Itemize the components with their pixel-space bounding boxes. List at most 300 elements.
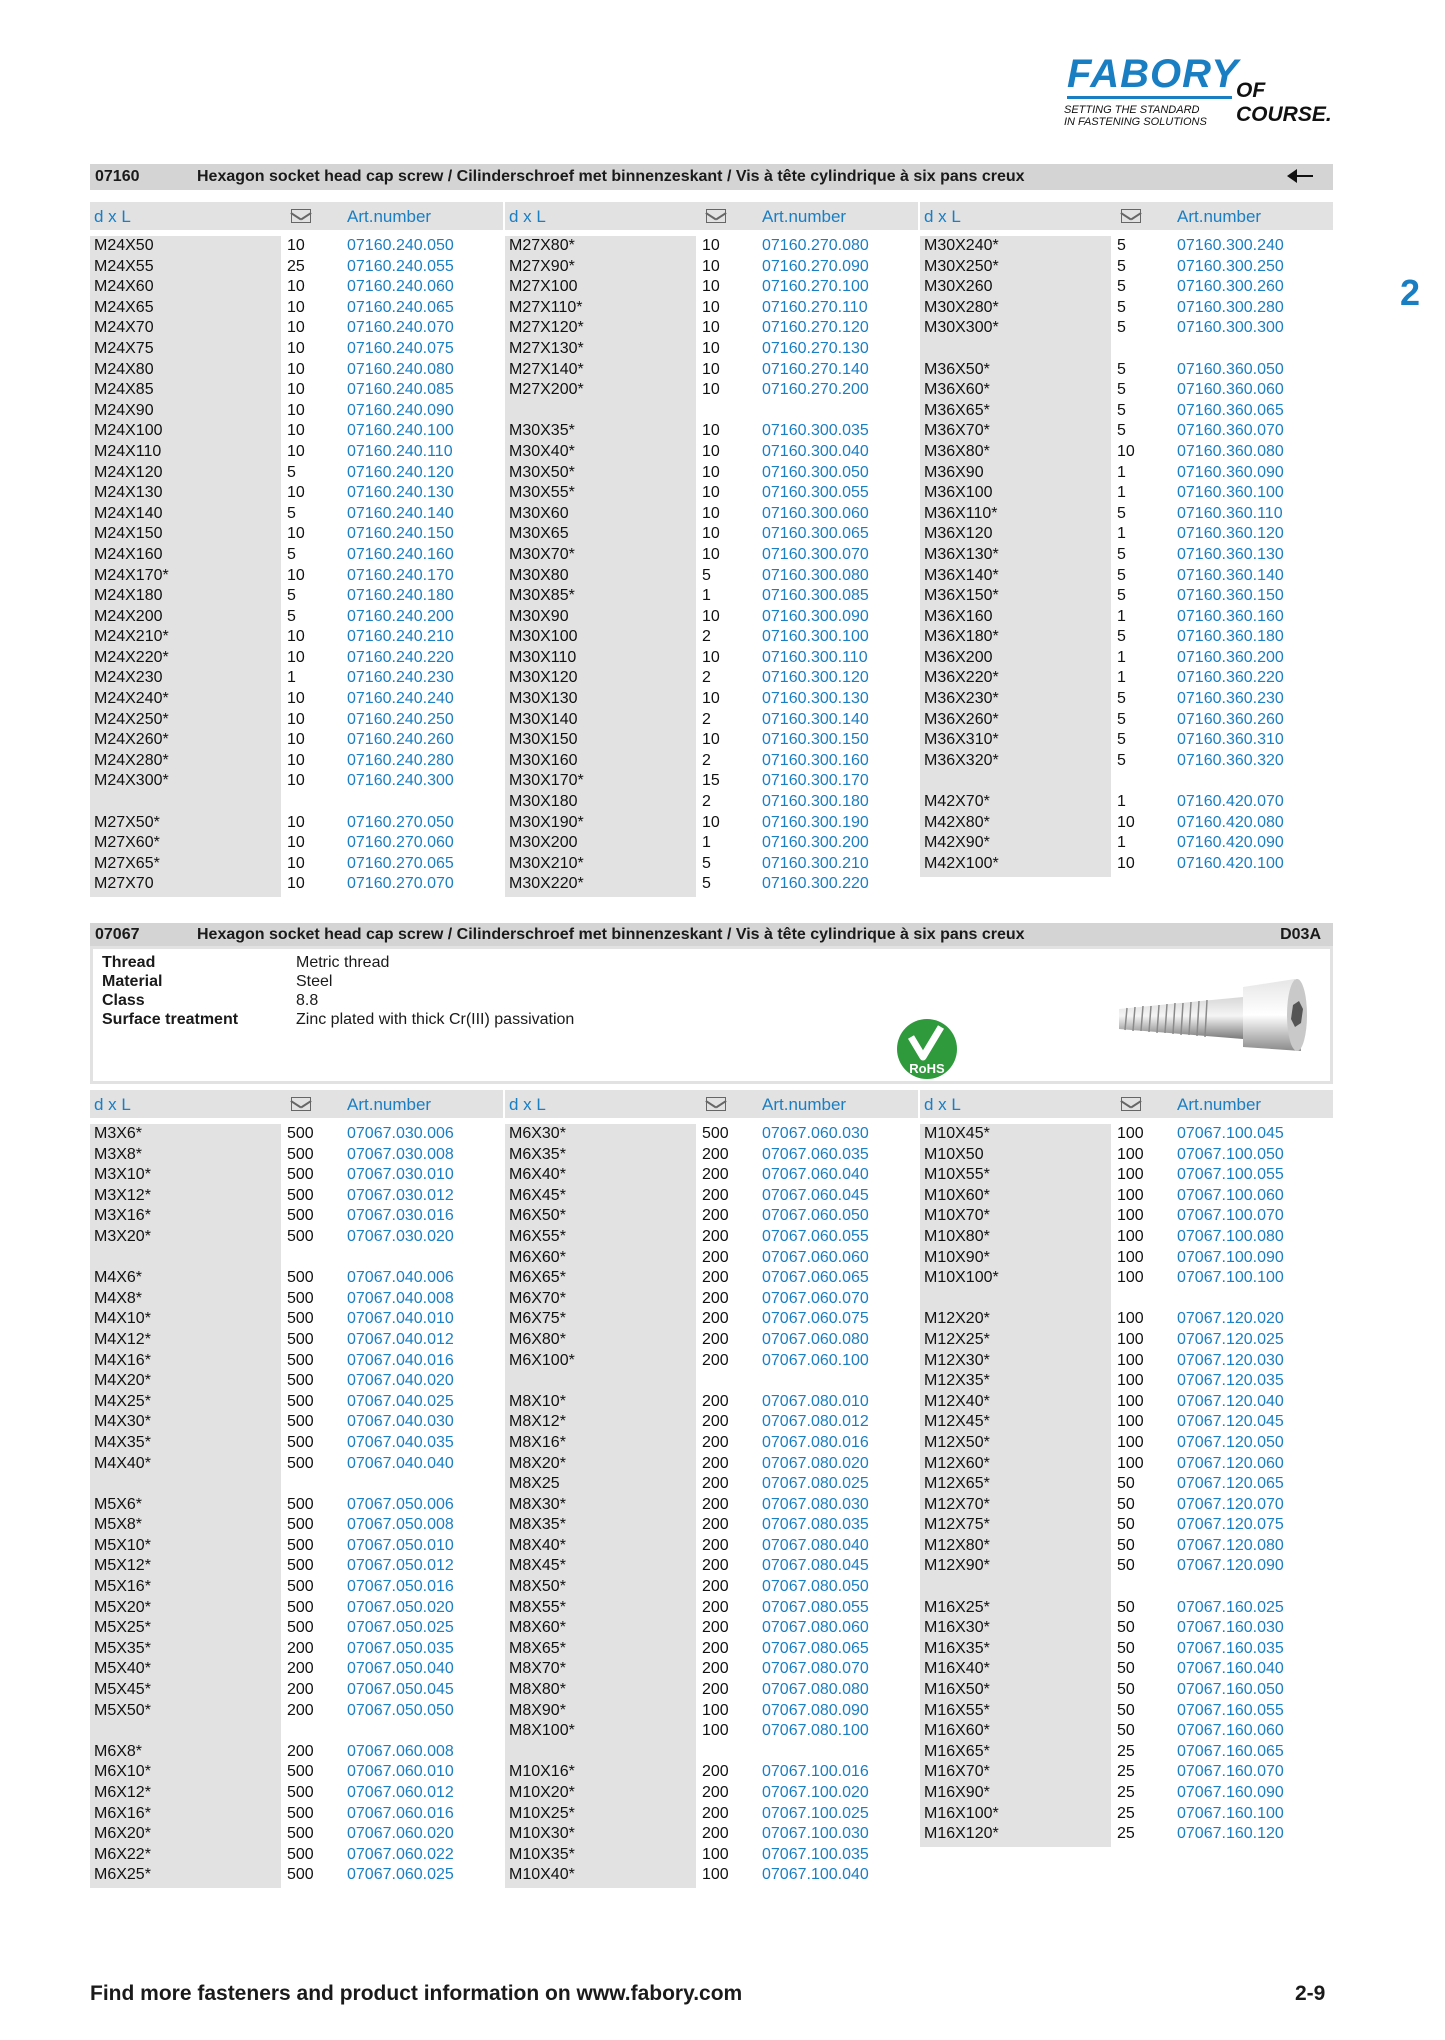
section-header-07067 [90, 923, 1333, 946]
pack-qty-cell: 5 [1117, 690, 1126, 708]
table-row [505, 1762, 918, 1783]
art-number-link[interactable]: 07160.240.090 [347, 401, 454, 419]
size-cell: M24X300* [94, 772, 169, 790]
pack-qty-cell: 200 [287, 1701, 314, 1719]
art-number-link[interactable]: 07067.030.008 [347, 1145, 454, 1163]
table-row [90, 730, 503, 751]
pack-qty-cell: 50 [1117, 1619, 1135, 1637]
art-number-link[interactable]: 07067.060.045 [762, 1186, 869, 1204]
table-row [90, 1701, 503, 1722]
art-number-link[interactable]: 07067.030.020 [347, 1227, 454, 1245]
pack-qty-cell: 1 [702, 587, 711, 605]
envelope-icon [706, 1097, 726, 1111]
art-number-link[interactable]: 07067.120.060 [1177, 1454, 1284, 1472]
art-number-link[interactable]: 07067.100.080 [1177, 1227, 1284, 1245]
size-cell: M5X35* [94, 1639, 151, 1657]
art-number-link[interactable]: 07160.270.050 [347, 813, 454, 831]
art-number-link[interactable]: 07160.240.110 [347, 442, 453, 460]
logo-brand: FABORY [1067, 52, 1239, 96]
art-number-link[interactable]: 07067.060.020 [347, 1825, 454, 1843]
art-number-link[interactable]: 07160.240.070 [347, 319, 454, 337]
size-cell: M36X260* [924, 710, 999, 728]
pack-qty-cell: 10 [287, 484, 305, 502]
art-number-link[interactable]: 07160.240.300 [347, 772, 454, 790]
size-cell: M6X20* [94, 1825, 151, 1843]
art-number-link[interactable]: 07160.420.080 [1177, 813, 1284, 831]
pack-qty-cell: 10 [702, 690, 720, 708]
art-number-link[interactable]: 07160.300.085 [762, 587, 869, 605]
art-number-link[interactable]: 07067.040.035 [347, 1433, 454, 1451]
art-number-link[interactable]: 07067.120.040 [1177, 1392, 1284, 1410]
art-number-link[interactable]: 07160.300.220 [762, 875, 869, 893]
art-number-link[interactable]: 07067.120.065 [1177, 1475, 1284, 1493]
art-number-link[interactable]: 07160.240.150 [347, 525, 454, 543]
size-cell: M10X40* [509, 1866, 575, 1884]
art-number-link[interactable]: 07160.240.050 [347, 237, 454, 254]
pack-qty-cell: 200 [287, 1681, 314, 1699]
art-number-link[interactable]: 07067.060.010 [347, 1763, 454, 1781]
section-code: 07067 [95, 926, 140, 943]
art-number-link[interactable]: 07067.120.030 [1177, 1351, 1284, 1369]
art-number-link[interactable]: 07067.160.090 [1177, 1784, 1284, 1801]
spec-value-thread: Metric thread [296, 954, 390, 971]
art-number-link[interactable]: 07160.300.055 [762, 484, 869, 502]
art-number-link[interactable]: 07160.270.100 [762, 278, 869, 296]
art-number-link[interactable]: 07067.080.030 [762, 1495, 869, 1513]
art-number-link[interactable]: 07067.080.050 [762, 1578, 869, 1596]
art-number-link[interactable]: 07160.300.240 [1177, 237, 1284, 254]
art-number-link[interactable]: 07160.240.170 [347, 566, 454, 584]
table-row [90, 1206, 503, 1227]
art-number-link[interactable]: 07067.050.008 [347, 1516, 454, 1534]
art-number-link[interactable]: 07160.300.065 [762, 525, 869, 543]
spec-label-surface: Surface treatment [102, 1011, 239, 1028]
pack-qty-cell: 10 [287, 566, 305, 584]
section-header-07160 [90, 164, 1333, 190]
art-number-link[interactable]: 07067.060.060 [762, 1248, 869, 1266]
art-number-link[interactable]: 07160.300.060 [762, 504, 869, 522]
art-number-link[interactable]: 07067.050.010 [347, 1536, 454, 1554]
art-number-link[interactable]: 07160.360.120 [1177, 525, 1284, 543]
size-cell: M30X100 [509, 628, 578, 646]
footer-text: Find more fasteners and product information on www.fabory.com [90, 1982, 743, 2005]
art-number-link[interactable]: 07067.080.012 [762, 1413, 869, 1431]
art-number-link[interactable]: 07160.270.120 [762, 319, 869, 337]
art-number-link[interactable]: 07067.080.016 [762, 1433, 869, 1451]
art-number-link[interactable]: 07067.100.035 [762, 1845, 869, 1863]
art-number-link[interactable]: 07160.240.220 [347, 648, 454, 666]
table-row [505, 730, 918, 751]
size-cell: M6X22* [94, 1845, 151, 1863]
table-row [90, 1845, 503, 1866]
size-cell: M8X90* [509, 1701, 566, 1719]
art-number-link[interactable]: 07067.050.040 [347, 1660, 454, 1678]
size-cell: M16X35* [924, 1639, 990, 1657]
art-number-link[interactable]: 07067.080.080 [762, 1681, 869, 1699]
pack-qty-cell: 10 [702, 504, 720, 522]
art-number-link[interactable]: 07067.100.060 [1177, 1186, 1284, 1204]
pack-qty-cell: 5 [1117, 381, 1126, 399]
art-number-link[interactable]: 07067.060.030 [762, 1125, 869, 1142]
pack-qty-cell: 5 [1117, 422, 1126, 440]
art-number-link[interactable]: 07067.030.010 [347, 1166, 454, 1184]
table-row [90, 1330, 503, 1351]
art-number-link[interactable]: 07160.300.140 [762, 710, 869, 728]
art-number-link[interactable]: 07160.360.090 [1177, 463, 1284, 481]
art-number-link[interactable]: 07067.030.016 [347, 1207, 454, 1225]
art-number-link[interactable]: 07067.050.050 [347, 1701, 454, 1719]
art-number-link[interactable]: 07160.360.100 [1177, 484, 1284, 502]
art-number-link[interactable]: 07160.360.110 [1177, 504, 1283, 522]
size-cell: M5X25* [94, 1619, 151, 1637]
size-cell: M8X20* [509, 1454, 566, 1472]
pack-qty-cell: 500 [287, 1289, 314, 1307]
art-number-link[interactable]: 07160.270.140 [762, 360, 869, 378]
art-number-link[interactable]: 07160.240.055 [347, 257, 454, 275]
art-number-link[interactable]: 07160.360.150 [1177, 587, 1284, 605]
art-number-link[interactable]: 07067.040.016 [347, 1351, 454, 1369]
pack-qty-cell: 10 [1117, 442, 1135, 460]
art-number-link[interactable]: 07160.240.250 [347, 710, 454, 728]
art-number-link[interactable]: 07067.080.020 [762, 1454, 869, 1472]
pack-qty-cell: 50 [1117, 1516, 1135, 1534]
art-number-link[interactable]: 07067.060.040 [762, 1166, 869, 1184]
art-number-link[interactable]: 07067.050.016 [347, 1578, 454, 1596]
arrow-left-icon[interactable] [1289, 175, 1313, 177]
size-cell: M30X300* [924, 319, 999, 337]
art-number-link[interactable]: 07160.300.080 [762, 566, 869, 584]
table-row [505, 1454, 918, 1475]
art-number-link[interactable]: 07160.420.090 [1177, 834, 1284, 852]
header-art-number: Art.number [1177, 207, 1262, 226]
art-number-link[interactable]: 07067.040.010 [347, 1310, 454, 1328]
art-number-link[interactable]: 07067.040.012 [347, 1330, 454, 1348]
pack-qty-cell: 500 [287, 1557, 314, 1575]
size-cell: M30X90 [509, 607, 569, 625]
size-cell: M12X60* [924, 1454, 990, 1472]
art-number-link[interactable]: 07160.360.050 [1177, 360, 1284, 378]
art-number-link[interactable]: 07067.030.006 [347, 1125, 454, 1142]
art-number-link[interactable]: 07067.080.055 [762, 1598, 869, 1616]
size-cell: M30X200 [509, 834, 578, 852]
art-number-link[interactable]: 07067.050.035 [347, 1639, 454, 1657]
art-number-link[interactable]: 07067.060.100 [762, 1351, 869, 1369]
size-cell: M24X70 [94, 319, 154, 337]
art-number-link[interactable]: 07160.300.250 [1177, 257, 1284, 275]
art-number-link[interactable]: 07067.160.065 [1177, 1742, 1284, 1760]
art-number-link[interactable]: 07160.360.065 [1177, 401, 1284, 419]
art-number-link[interactable]: 07160.270.070 [347, 875, 454, 893]
pack-qty-cell: 100 [1117, 1310, 1144, 1328]
size-cell: M36X140* [924, 566, 999, 584]
art-number-link[interactable]: 07067.160.055 [1177, 1701, 1284, 1719]
art-number-link[interactable]: 07067.040.020 [347, 1372, 454, 1390]
art-number-link[interactable]: 07067.040.008 [347, 1289, 454, 1307]
art-number-link[interactable]: 07160.300.280 [1177, 298, 1284, 316]
art-number-link[interactable]: 07160.240.080 [347, 360, 454, 378]
art-number-link[interactable]: 07067.060.022 [347, 1845, 454, 1863]
art-number-link[interactable]: 07067.100.050 [1177, 1145, 1284, 1163]
art-number-link[interactable]: 07067.030.012 [347, 1186, 454, 1204]
art-number-link[interactable]: 07160.240.210 [347, 628, 454, 646]
table-row [920, 668, 1333, 689]
art-number-link[interactable]: 07160.240.240 [347, 690, 454, 708]
art-number-link[interactable]: 07067.100.055 [1177, 1166, 1284, 1184]
art-number-link[interactable]: 07067.100.100 [1177, 1269, 1284, 1287]
art-number-link[interactable]: 07067.040.030 [347, 1413, 454, 1431]
art-number-link[interactable]: 07067.160.060 [1177, 1722, 1284, 1740]
art-number-link[interactable]: 07160.300.130 [762, 690, 869, 708]
pack-qty-cell: 500 [287, 1125, 314, 1142]
art-number-link[interactable]: 07160.360.080 [1177, 442, 1284, 460]
art-number-link[interactable]: 07067.120.075 [1177, 1516, 1284, 1534]
art-number-link[interactable]: 07160.360.320 [1177, 751, 1284, 769]
art-number-link[interactable]: 07067.120.050 [1177, 1433, 1284, 1451]
size-cell: M30X150 [509, 731, 578, 749]
art-number-link[interactable]: 07160.270.080 [762, 237, 869, 254]
art-number-link[interactable]: 07160.300.160 [762, 751, 869, 769]
art-number-link[interactable]: 07067.060.035 [762, 1145, 869, 1163]
table-row [505, 1721, 918, 1742]
art-number-link[interactable]: 07067.080.065 [762, 1639, 869, 1657]
art-number-link[interactable]: 07067.160.035 [1177, 1639, 1284, 1657]
art-number-link[interactable]: 07160.240.075 [347, 339, 454, 357]
art-number-link[interactable]: 07160.300.035 [762, 422, 869, 440]
art-number-link[interactable]: 07067.060.012 [347, 1784, 454, 1801]
art-number-link[interactable]: 07160.360.160 [1177, 607, 1284, 625]
table-row [505, 1186, 918, 1207]
size-cell: M30X55* [509, 484, 575, 502]
art-number-link[interactable]: 07160.300.120 [762, 669, 869, 687]
art-number-link[interactable]: 07067.080.025 [762, 1475, 869, 1493]
art-number-link[interactable]: 07160.240.130 [347, 484, 454, 502]
art-number-link[interactable]: 07067.040.006 [347, 1269, 454, 1287]
art-number-link[interactable]: 07160.300.200 [762, 834, 869, 852]
size-cell: M4X12* [94, 1330, 151, 1348]
art-number-link[interactable]: 07160.300.150 [762, 731, 869, 749]
art-number-link[interactable]: 07067.100.090 [1177, 1248, 1284, 1266]
pack-qty-cell: 10 [287, 525, 305, 543]
art-number-link[interactable]: 07160.240.280 [347, 751, 454, 769]
table-row [920, 1227, 1333, 1248]
art-number-link[interactable]: 07067.160.070 [1177, 1763, 1284, 1781]
art-number-link[interactable]: 07160.240.260 [347, 731, 454, 749]
pack-qty-cell: 1 [1117, 669, 1126, 687]
spec-label-thread: Thread [102, 954, 156, 971]
pack-qty-cell: 10 [702, 484, 720, 502]
table-row [920, 1474, 1333, 1495]
table-row [90, 1392, 503, 1413]
pack-qty-cell: 5 [1117, 504, 1126, 522]
pack-qty-cell: 1 [1117, 463, 1126, 481]
art-number-link[interactable]: 07160.300.070 [762, 545, 869, 563]
pack-qty-cell: 2 [702, 669, 711, 687]
art-number-link[interactable]: 07067.060.025 [347, 1866, 454, 1884]
art-number-link[interactable]: 07067.100.045 [1177, 1125, 1284, 1142]
art-number-link[interactable]: 07067.060.055 [762, 1227, 869, 1245]
art-number-link[interactable]: 07067.040.025 [347, 1392, 454, 1410]
art-number-link[interactable]: 07067.120.035 [1177, 1372, 1284, 1390]
art-number-link[interactable]: 07067.060.070 [762, 1289, 869, 1307]
art-number-link[interactable]: 07160.360.060 [1177, 381, 1284, 399]
table-row [920, 442, 1333, 463]
art-number-link[interactable]: 07160.420.070 [1177, 793, 1284, 811]
pack-qty-cell: 5 [287, 587, 296, 605]
art-number-link[interactable]: 07160.270.065 [347, 854, 454, 872]
art-number-link[interactable]: 07067.100.040 [762, 1866, 869, 1884]
size-cell: M24X50 [94, 237, 154, 254]
art-number-link[interactable]: 07067.080.070 [762, 1660, 869, 1678]
art-number-link[interactable]: 07160.300.040 [762, 442, 869, 460]
art-number-link[interactable]: 07067.060.080 [762, 1330, 869, 1348]
header-art-number: Art.number [762, 207, 847, 226]
size-cell: M12X65* [924, 1475, 990, 1493]
art-number-link[interactable]: 07067.060.075 [762, 1310, 869, 1328]
table-row [920, 1577, 1333, 1598]
art-number-link[interactable]: 07067.100.025 [762, 1804, 869, 1822]
art-number-link[interactable]: 07067.080.100 [762, 1722, 869, 1740]
art-number-link[interactable]: 07160.420.100 [1177, 854, 1284, 872]
table-row [505, 463, 918, 484]
art-number-link[interactable]: 07067.120.025 [1177, 1330, 1284, 1348]
pack-qty-cell: 200 [287, 1660, 314, 1678]
art-number-link[interactable]: 07160.240.060 [347, 278, 454, 296]
art-number-link[interactable]: 07160.300.180 [762, 793, 869, 811]
art-number-link[interactable]: 07160.300.100 [762, 628, 869, 646]
art-number-link[interactable]: 07067.100.030 [762, 1825, 869, 1843]
table-row [505, 1474, 918, 1495]
art-number-link[interactable]: 07067.100.070 [1177, 1207, 1284, 1225]
pack-qty-cell: 100 [1117, 1145, 1144, 1163]
art-number-link[interactable]: 07160.360.180 [1177, 628, 1284, 646]
art-number-link[interactable]: 07067.160.050 [1177, 1681, 1284, 1699]
art-number-link[interactable]: 07067.160.120 [1177, 1825, 1284, 1843]
art-number-link[interactable]: 07160.360.140 [1177, 566, 1284, 584]
size-cell: M36X70* [924, 422, 990, 440]
size-cell: M6X30* [509, 1125, 566, 1142]
art-number-link[interactable]: 07160.240.100 [347, 422, 454, 440]
art-number-link[interactable]: 07067.080.060 [762, 1619, 869, 1637]
art-number-link[interactable]: 07067.080.040 [762, 1536, 869, 1554]
art-number-link[interactable]: 07160.300.190 [762, 813, 869, 831]
art-number-link[interactable]: 07067.080.035 [762, 1516, 869, 1534]
art-number-link[interactable]: 07160.300.050 [762, 463, 869, 481]
size-cell: M30X80 [509, 566, 569, 584]
size-cell: M12X70* [924, 1495, 990, 1513]
art-number-link[interactable]: 07160.360.310 [1177, 731, 1284, 749]
art-number-link[interactable]: 07160.240.120 [347, 463, 454, 481]
art-number-link[interactable]: 07160.300.110 [762, 648, 868, 666]
art-number-link[interactable]: 07067.160.025 [1177, 1598, 1284, 1616]
column-header [920, 1090, 1333, 1118]
art-number-link[interactable]: 07067.120.070 [1177, 1495, 1284, 1513]
art-number-link[interactable]: 07160.240.065 [347, 298, 454, 316]
pack-qty-cell: 5 [1117, 278, 1126, 296]
art-number-link[interactable]: 07160.270.110 [762, 298, 868, 316]
art-number-link[interactable]: 07160.270.130 [762, 339, 869, 357]
art-number-link[interactable]: 07160.360.200 [1177, 648, 1284, 666]
art-number-link[interactable]: 07067.050.012 [347, 1557, 454, 1575]
size-cell: M8X70* [509, 1660, 566, 1678]
art-number-link[interactable]: 07160.300.170 [762, 772, 869, 790]
art-number-link[interactable]: 07067.040.040 [347, 1454, 454, 1472]
art-number-link[interactable]: 07067.100.020 [762, 1784, 869, 1801]
table-row [920, 360, 1333, 381]
size-cell: M27X110* [509, 298, 583, 316]
art-number-link[interactable]: 07067.160.100 [1177, 1804, 1284, 1822]
table-column [505, 1090, 918, 1884]
art-number-link[interactable]: 07160.360.230 [1177, 690, 1284, 708]
pack-qty-cell: 10 [287, 298, 305, 316]
art-number-link[interactable]: 07160.300.300 [1177, 319, 1284, 337]
art-number-link[interactable]: 07067.120.080 [1177, 1536, 1284, 1554]
table-row [90, 1639, 503, 1660]
art-number-link[interactable]: 07160.270.200 [762, 381, 869, 399]
art-number-link[interactable]: 07160.270.090 [762, 257, 869, 275]
art-number-link[interactable]: 07160.300.090 [762, 607, 869, 625]
table-row [90, 524, 503, 545]
size-cell: M30X120 [509, 669, 578, 687]
art-number-link[interactable]: 07067.050.025 [347, 1619, 454, 1637]
art-number-link[interactable]: 07160.360.130 [1177, 545, 1284, 563]
art-number-link[interactable]: 07160.300.260 [1177, 278, 1284, 296]
art-number-link[interactable]: 07067.120.020 [1177, 1310, 1284, 1328]
spec-value-material: Steel [296, 973, 333, 990]
art-number-link[interactable]: 07160.270.060 [347, 834, 454, 852]
pack-qty-cell: 200 [702, 1330, 729, 1348]
art-number-link[interactable]: 07067.160.040 [1177, 1660, 1284, 1678]
art-number-link[interactable]: 07160.360.260 [1177, 710, 1284, 728]
art-number-link[interactable]: 07160.240.140 [347, 504, 454, 522]
art-number-link[interactable]: 07160.240.200 [347, 607, 454, 625]
table-row [505, 1639, 918, 1660]
art-number-link[interactable]: 07067.080.045 [762, 1557, 869, 1575]
art-number-link[interactable]: 07160.240.160 [347, 545, 454, 563]
art-number-link[interactable]: 07067.080.090 [762, 1701, 869, 1719]
art-number-link[interactable]: 07067.060.008 [347, 1742, 454, 1760]
art-number-link[interactable]: 07067.050.020 [347, 1598, 454, 1616]
art-number-link[interactable]: 07160.240.230 [347, 669, 454, 687]
art-number-link[interactable]: 07160.240.085 [347, 381, 454, 399]
size-cell: M24X75 [94, 339, 154, 357]
table-row [920, 1556, 1333, 1577]
art-number-link[interactable]: 07067.050.045 [347, 1681, 454, 1699]
size-cell: M36X160 [924, 607, 993, 625]
pack-qty-cell: 200 [702, 1392, 729, 1410]
art-number-link[interactable]: 07067.120.090 [1177, 1557, 1284, 1575]
size-cell: M30X50* [509, 463, 575, 481]
art-number-link[interactable]: 07160.360.220 [1177, 669, 1284, 687]
table-row [505, 1865, 918, 1886]
table-row [505, 1783, 918, 1804]
size-cell: M12X75* [924, 1516, 990, 1534]
art-number-link[interactable]: 07067.060.016 [347, 1804, 454, 1822]
size-cell: M24X90 [94, 401, 154, 419]
art-number-link[interactable]: 07160.240.180 [347, 587, 454, 605]
art-number-link[interactable]: 07067.160.030 [1177, 1619, 1284, 1637]
art-number-link[interactable]: 07160.360.070 [1177, 422, 1284, 440]
art-number-link[interactable]: 07067.050.006 [347, 1495, 454, 1513]
table-row [505, 1577, 918, 1598]
art-number-link[interactable]: 07067.080.010 [762, 1392, 869, 1410]
art-number-link[interactable]: 07067.060.050 [762, 1207, 869, 1225]
art-number-link[interactable]: 07067.060.065 [762, 1269, 869, 1287]
art-number-link[interactable]: 07067.100.016 [762, 1763, 869, 1781]
art-number-link[interactable]: 07067.120.045 [1177, 1413, 1284, 1431]
art-number-link[interactable]: 07160.300.210 [762, 854, 869, 872]
table-row [90, 380, 503, 401]
table-row [920, 710, 1333, 731]
